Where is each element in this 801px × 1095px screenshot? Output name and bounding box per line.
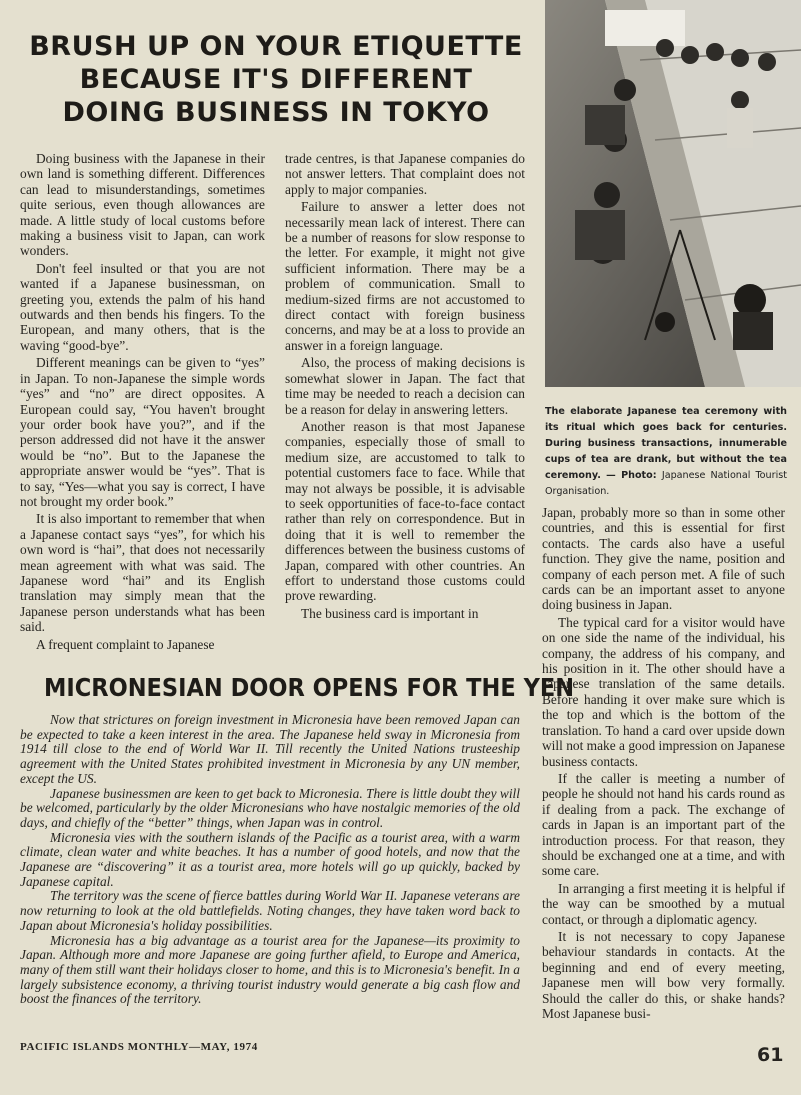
paragraph: Failure to answer a letter does not necessarily mean lack of interest. There can be a number of reasons for slow response to the letter. For example, it might not give sufficient information. There may be a problem of communication. Small to medium-sized firms are not accustomed to direct contact with foreign business concerns, and may be at a loss to provide an answer in a foreign language. (285, 199, 525, 353)
micronesia-article (20, 713, 520, 1007)
paragraph: Japanese businessmen are keen to get back to Micronesia. There is little doubt they will be welcomed, particularly by the older Micronesians who have nostalgic memories of the old days, and chiefly of the “better” things, when Japan was in control. (20, 785, 520, 830)
paragraph: A frequent complaint to Japanese (36, 636, 215, 652)
paragraph: The business card is important in (301, 605, 479, 621)
paragraph: In arranging a first meeting it is helpful if the way can be smoothed by a mutual contact, or through a diplomatic agency. (542, 880, 785, 927)
paragraph: trade centres, is that Japanese companies do not answer letters. That complaint does not apply to major companies. (285, 151, 525, 197)
photo-caption (545, 404, 787, 500)
paragraph: Doing business with the Japanese in their own land is something different. Differences can lead to misunderstandings, sometimes quite serious, even though allowances are made. A little study of local customs before making a business visit to Japan, can work wonders. (20, 151, 265, 259)
paragraph: The typical card for a visitor would have on one side the name of the individual, his company, the address of his company, and his position in it. The other should have a Japanese translation of the same details. Before handing it over make sure which is the top and which is the bottom of the translation. To hand a card over upside down will not make a good impression on Japanese business contacts. (542, 614, 785, 769)
article-column-2 (285, 151, 525, 623)
paragraph: Different meanings can be given to “yes” in Japan. To non-Japanese the simple words “yes” and “no” are direct opposites. A European could say, “You haven't brought your order book have you?”, and if the person addressed did not have it the answer would be “no”. But to the Japanese the appropriate answer would be “yes”. That is to say, “Yes—what you say is correct, I have not brought my order book.” (20, 355, 265, 509)
micronesia-headline: MICRONESIAN DOOR OPENS FOR THE YEN (44, 673, 575, 702)
headline-line-3: DOING BUSINESS IN TOKYO (62, 97, 490, 128)
headline-line-2: BECAUSE IT'S DIFFERENT (79, 64, 473, 95)
paragraph: Micronesia vies with the southern islands of the Pacific as a tourist area, with a warm climate, clean water and white beaches. It has a number of good hotels, and now that the Japanese are “discovering” it as a tourist area, more hotels will go up quickly, backed by Japanese capital. (20, 829, 520, 889)
headline-line-1: BRUSH UP ON YOUR ETIQUETTE (29, 31, 523, 62)
page-number: 61 (757, 1044, 784, 1066)
paragraph: If the caller is meeting a number of people he should not hand his cards round as if dealing from a pack. The exchange of cards in Japan is an important part of the introduction process. For that reason, they should be exchanged one at a time, and with some care. (542, 770, 785, 879)
article-headline (12, 30, 540, 129)
paragraph: Another reason is that most Japanese companies, especially those of small to medium size, are accustomed to talk to potential customers face to face. While that may not always be possible, it is advisable to seek opportunities of face-to-face contact rather than rely on correspondence. But in doing that it is well to remember the differences between the business customs of Japan, compared with other countries. An effort to understand those customs could prove rewarding. (285, 418, 525, 604)
photo-credit: Japanese National Tourist Organisation. (545, 470, 788, 497)
paragraph: Don't feel insulted or that you are not wanted if a Japanese businessman, on greeting you, extends the palm of his hand outwards and then bends his fingers. To the European, and many others, that is the waving “good-bye”. (20, 260, 265, 353)
caption-text: The elaborate Japanese tea ceremony with its ritual which goes back for centuries. During business transactions, innumerable cups of tea are drank, but without the tea ceremony. — Photo: (545, 406, 787, 481)
paragraph: It is also important to remember that when a Japanese contact says “yes”, for which his own word is “hai”, that does not necessarily mean agreement with what was said. The Japanese word “hai” and its English translation may simply mean that the Japanese person understands what has been said. (20, 511, 265, 635)
publication-footer: PACIFIC ISLANDS MONTHLY—MAY, 1974 (20, 1041, 258, 1053)
paragraph: The territory was the scene of fierce battles during World War II. Japanese veterans are now returning to look at the old battlefields. Noting changes, they have taken word back to Japan about Micronesia's holiday possibilities. (20, 888, 520, 933)
tea-ceremony-photo (545, 0, 801, 387)
paragraph: It is not necessary to copy Japanese behaviour standards in contacts. At the beginning and end of every meeting, Japanese men will bow very formally. Should the caller do this, or shake hands? Most Japanese busi- (542, 928, 785, 1021)
paragraph: Micronesia has a big advantage as a tourist area for the Japanese—its proximity to Japan. Although more and more Japanese are going further afield, to Europe and America, many of them still want their holidays closer to home, and this is to Micronesia's benefit. In a largely subsistence economy, a thriving tourist industry would generate a big cash flow and boost the finances of the territory. (20, 932, 520, 1007)
article-column-3 (542, 505, 785, 1023)
paragraph: Now that strictures on foreign investment in Micronesia have been removed Japan can be expected to take a keen interest in the area. The Japanese held sway in Micronesia from 1914 till close to the end of World War II. Till recently the United Nations trusteeship agreement with the United States prohibited investment in Micronesia by any UN member, except the US. (20, 712, 520, 786)
paragraph: Japan, probably more so than in some other countries, and this is essential for first contacts. The cards also have a useful function. They give the name, position and company of each person met. A file of such cards can be an important asset to anyone doing business in Japan. (542, 505, 785, 613)
paragraph: Also, the process of making decisions is somewhat slower in Japan. The fact that time may be needed to reach a decision can be a reason for delay in answering letters. (285, 355, 525, 417)
article-column-1 (20, 151, 265, 654)
